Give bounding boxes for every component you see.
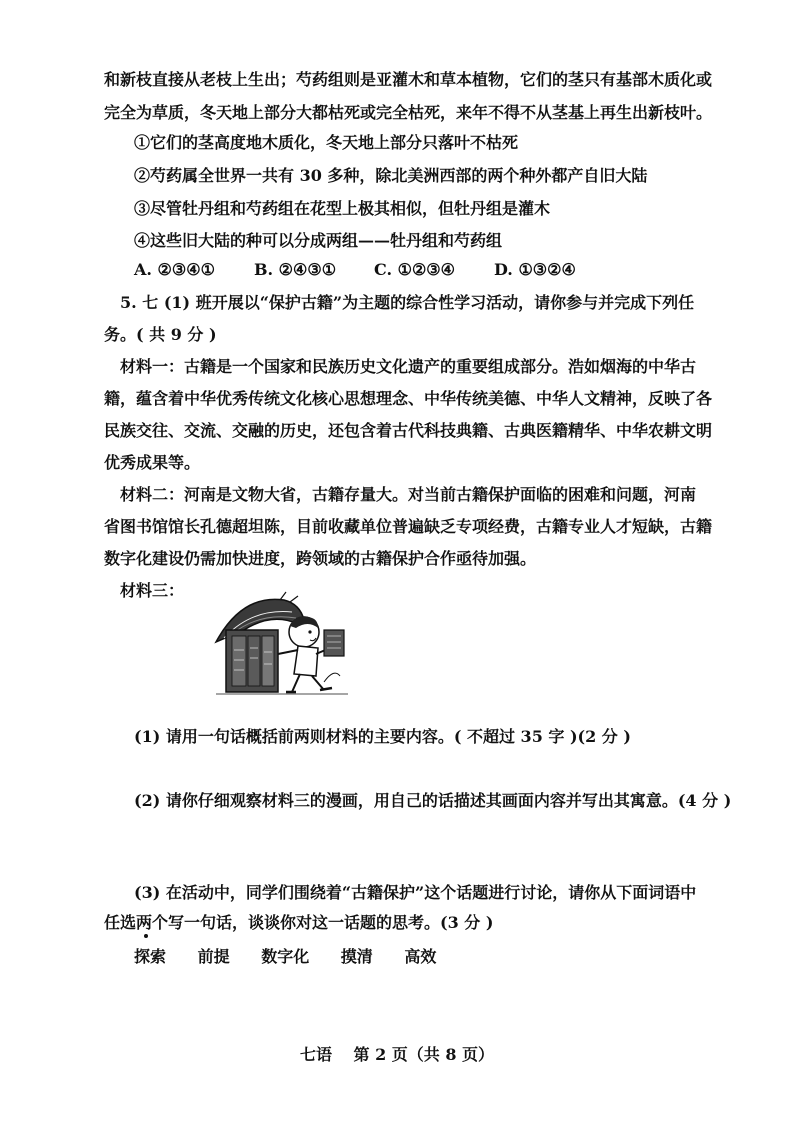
option-d: D. ①③②④ bbox=[494, 260, 576, 279]
word-2: 前提 bbox=[197, 947, 230, 966]
word-1: 探索 bbox=[134, 947, 167, 966]
material-3-comic bbox=[212, 590, 352, 700]
material-2-line-1: 材料二：河南是文物大省，古籍存量大。对当前古籍保护面临的困难和问题，河南 bbox=[120, 485, 697, 504]
material-2-line-2: 省图书馆馆长孔德超坦陈，目前收藏单位普遍缺乏专项经费，古籍专业人才短缺，古籍 bbox=[104, 517, 713, 536]
word-3: 数字化 bbox=[261, 947, 310, 966]
option-c: C. ①②③④ bbox=[374, 260, 455, 279]
material-1-line-2: 籍，蕴含着中华优秀传统文化核心思想理念、中华传统美德、中华人文精神，反映了各 bbox=[104, 389, 713, 408]
word-4: 摸清 bbox=[340, 947, 373, 966]
word-5: 高效 bbox=[404, 947, 437, 966]
answer-options bbox=[134, 260, 576, 280]
sentence-2: ②芍药属全世界一共有 30 多种，除北美洲西部的两个种外都产自旧大陆 bbox=[134, 166, 648, 185]
question-5-title-line-2: 务。( 共 9 分 ) bbox=[104, 325, 217, 344]
material-2-line-3: 数字化建设仍需加快进度，跨领域的古籍保护合作亟待加强。 bbox=[104, 549, 537, 568]
material-1-line-1: 材料一：古籍是一个国家和民族历史文化遗产的重要组成部分。浩如烟海的中华古 bbox=[120, 357, 697, 376]
word-list bbox=[134, 944, 462, 967]
sub-question-3-line-1: (3) 在活动中，同学们围绕着“古籍保护”这个话题进行讨论，请你从下面词语中 bbox=[134, 883, 697, 902]
sub-question-1: (1) 请用一句话概括前两则材料的主要内容。( 不超过 35 字 )(2 分 ) bbox=[134, 727, 631, 746]
question-5-title-line-1: 5. 七 (1) 班开展以“保护古籍”为主题的综合性学习活动，请你参与并完成下列任 bbox=[120, 293, 695, 312]
sentence-4: ④这些旧大陆的种可以分成两组——牡丹组和芍药组 bbox=[134, 231, 503, 250]
sentence-1: ①它们的茎高度地木质化，冬天地上部分只落叶不枯死 bbox=[134, 133, 519, 152]
option-a: A. ②③④① bbox=[134, 260, 215, 279]
passage-line-1: 和新枝直接从老枝上生出；芍药组则是亚灌木和草本植物，它们的茎只有基部木质化或 bbox=[104, 70, 713, 89]
emphasis-dot bbox=[144, 934, 148, 938]
page-footer: 七语 第 2 页（共 8 页） bbox=[299, 1045, 495, 1064]
material-1-line-4: 优秀成果等。 bbox=[104, 453, 201, 472]
passage-line-2: 完全为草质，冬天地上部分大都枯死或完全枯死，来年不得不从茎基上再生出新枝叶。 bbox=[104, 103, 713, 122]
sentence-3: ③尽管牡丹组和芍药组在花型上极其相似，但牡丹组是灌木 bbox=[134, 199, 551, 218]
material-1-line-3: 民族交往、交流、交融的历史，还包含着古代科技典籍、古典医籍精华、中华农耕文明 bbox=[104, 421, 713, 440]
material-3-label: 材料三： bbox=[120, 581, 185, 600]
option-b: B. ②④③① bbox=[254, 260, 337, 279]
sub-question-3-line-2: 任选两个写一句话，谈谈你对这一话题的思考。(3 分 ) bbox=[104, 913, 494, 932]
sub-question-2: (2) 请你仔细观察材料三的漫画，用自己的话描述其画面内容并写出其寓意。(4 分 ) bbox=[134, 791, 732, 810]
